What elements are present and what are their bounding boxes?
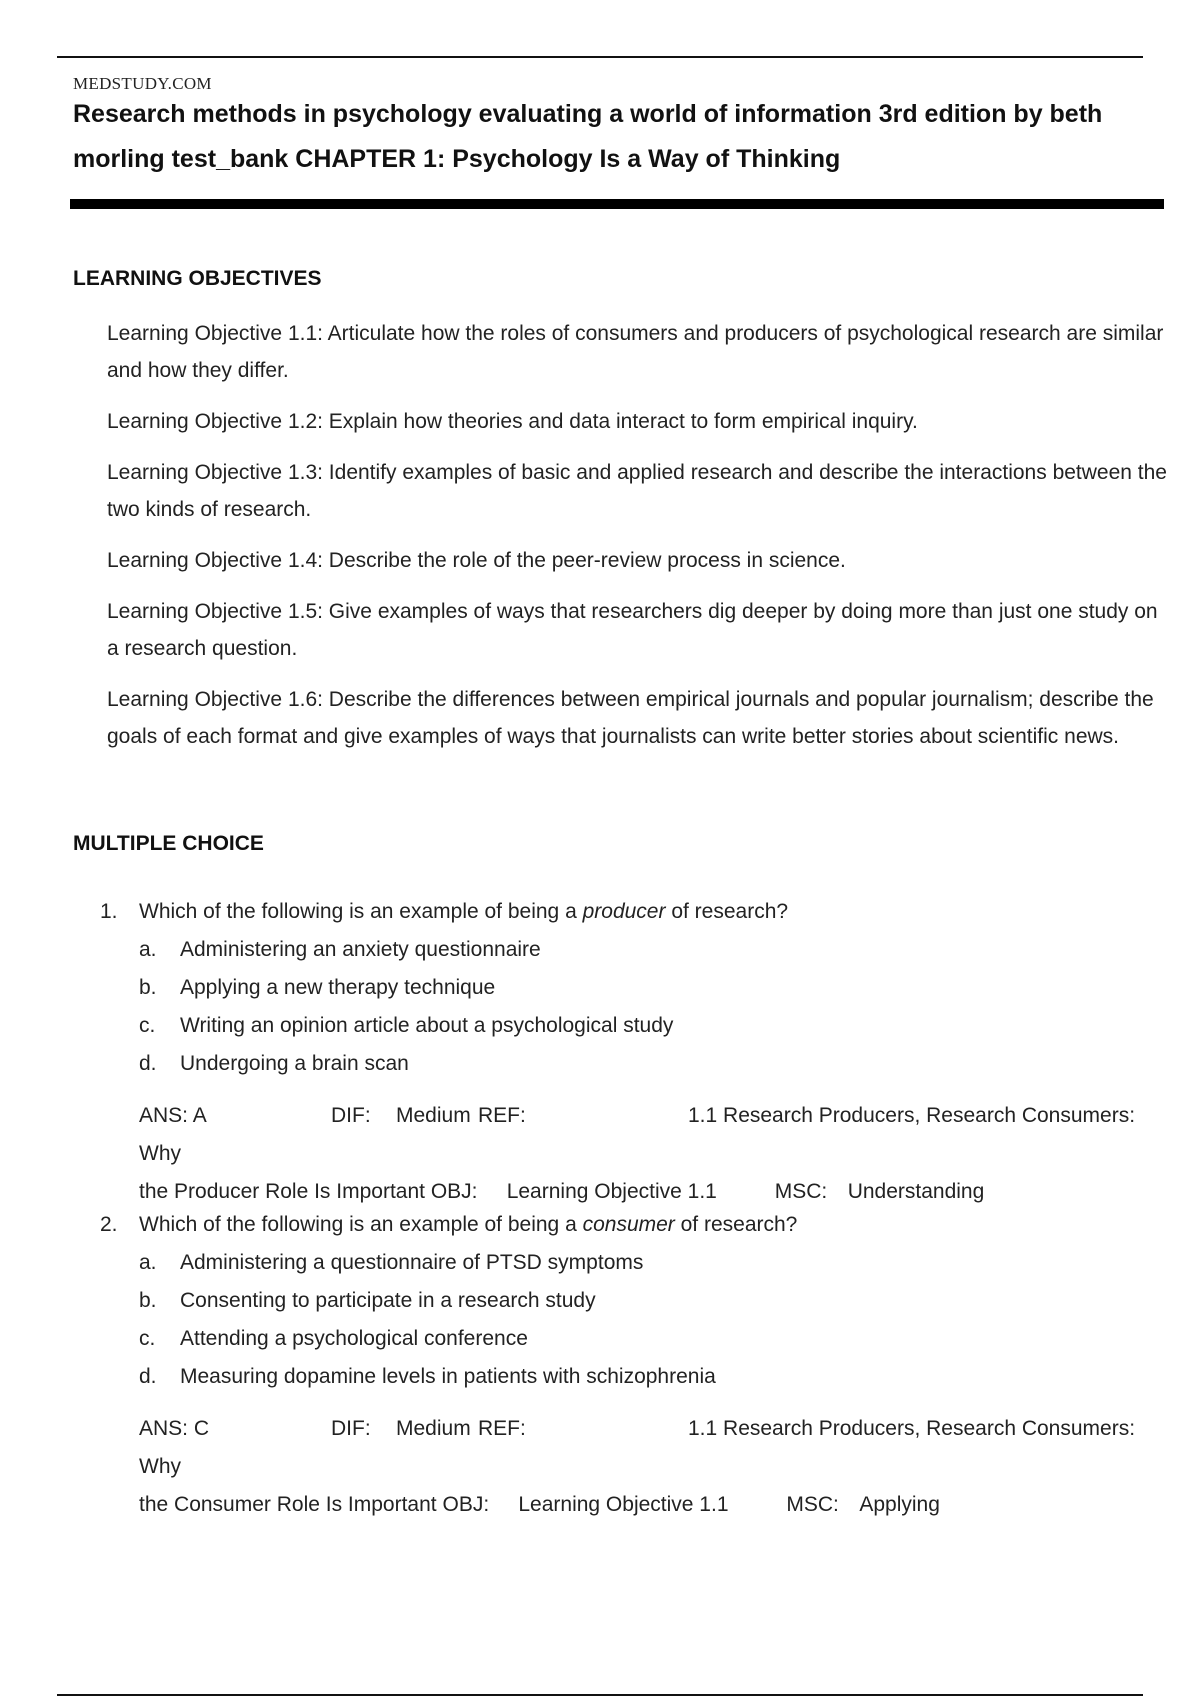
objective-value: Learning Objective 1.1 (506, 1180, 717, 1203)
stem-text-end: of research? (674, 1213, 798, 1236)
question-1 (100, 893, 1160, 1211)
option-letter: c. (139, 1014, 156, 1037)
question-number: 1. (100, 900, 118, 923)
reference-label: REF: (478, 1417, 526, 1440)
stem-text-start: Which of the following is an example of being a (139, 900, 583, 923)
answer-options (100, 1244, 1160, 1396)
option-text: Writing an opinion article about a psychological study (180, 1014, 674, 1037)
site-name: MEDSTUDY.COM (73, 74, 212, 93)
option-letter: a. (139, 1251, 157, 1274)
answer-metadata (100, 1097, 1160, 1211)
title-divider (70, 199, 1164, 209)
reference-text-continued: the Producer Role Is Important (139, 1180, 425, 1203)
option-text: Administering an anxiety questionnaire (180, 938, 541, 961)
option-text: Attending a psychological conference (180, 1327, 528, 1350)
answer-key: ANS: C (139, 1417, 210, 1440)
option-b (100, 1282, 1160, 1320)
stem-text-end: of research? (665, 900, 789, 923)
option-letter: b. (139, 976, 157, 999)
reference-label: REF: (478, 1104, 526, 1127)
metadata-line-1: ANS: C DIF: Medium REF: 1.1 Research Producers, Research Consumers: Why (139, 1410, 1160, 1486)
stem-emphasis: producer (582, 900, 666, 923)
option-c (100, 1320, 1160, 1358)
difficulty-label: DIF: (331, 1104, 371, 1127)
skill-value: Applying (859, 1493, 940, 1516)
learning-objectives-heading: LEARNING OBJECTIVES (73, 267, 322, 290)
learning-objective-1-3: Learning Objective 1.3: Identify examples of basic and applied research and describe the interactions between the two kinds of research. (107, 461, 1167, 521)
option-text: Consenting to participate in a research study (180, 1289, 596, 1312)
answer-metadata (100, 1410, 1160, 1524)
option-b (100, 969, 1160, 1007)
answer-options (100, 931, 1160, 1083)
option-letter: d. (139, 1365, 157, 1388)
option-text: Applying a new therapy technique (180, 976, 496, 999)
option-a (100, 1244, 1160, 1282)
question-stem (100, 1206, 1160, 1244)
option-d (100, 1358, 1160, 1396)
question-number: 2. (100, 1213, 118, 1236)
objective-value: Learning Objective 1.1 (518, 1493, 729, 1516)
option-letter: b. (139, 1289, 157, 1312)
skill-label: MSC: (774, 1180, 828, 1203)
option-text: Undergoing a brain scan (180, 1052, 409, 1075)
stem-emphasis: consumer (582, 1213, 675, 1236)
skill-label: MSC: (786, 1493, 839, 1516)
objective-label: OBJ: (430, 1180, 478, 1203)
objective-label: OBJ: (442, 1493, 490, 1516)
option-letter: c. (139, 1327, 156, 1350)
top-rule (57, 56, 1143, 58)
multiple-choice-heading: MULTIPLE CHOICE (73, 832, 264, 855)
option-letter: d. (139, 1052, 157, 1075)
option-text: Measuring dopamine levels in patients with schizophrenia (180, 1365, 716, 1388)
learning-objective-1-2: Learning Objective 1.2: Explain how theories and data interact to form empirical inquiry. (107, 410, 918, 433)
question-2 (100, 1206, 1160, 1524)
option-c (100, 1007, 1160, 1045)
learning-objective-1-5: Learning Objective 1.5: Give examples of ways that researchers dig deeper by doing more than just one study on a research question. (107, 600, 1158, 660)
difficulty-label: DIF: (331, 1417, 371, 1440)
metadata-line-1: ANS: A DIF: Medium REF: 1.1 Research Producers, Research Consumers: Why (139, 1097, 1160, 1173)
document-title: Research methods in psychology evaluating a world of information 3rd edition by beth morling test_bank CHAPTER 1: Psychology Is a Way of Thinking (73, 100, 1103, 173)
question-stem (100, 893, 1160, 931)
option-letter: a. (139, 938, 157, 961)
option-text: Administering a questionnaire of PTSD symptoms (180, 1251, 644, 1274)
bottom-rule (57, 1694, 1143, 1696)
metadata-line-2 (139, 1486, 1160, 1524)
learning-objectives-list (107, 315, 1167, 769)
learning-objective-1-4: Learning Objective 1.4: Describe the role of the peer-review process in science. (107, 549, 846, 572)
reference-text-continued: the Consumer Role Is Important (139, 1493, 437, 1516)
reference-text: 1.1 Research Producers, Research Consumers: Why (139, 1104, 1136, 1165)
stem-text-start: Which of the following is an example of being a (139, 1213, 583, 1236)
learning-objective-1-1: Learning Objective 1.1: Articulate how the roles of consumers and producers of psychological research are similar and how they differ. (107, 322, 1164, 382)
option-d (100, 1045, 1160, 1083)
answer-key: ANS: A (139, 1104, 207, 1127)
skill-value: Understanding (847, 1180, 985, 1203)
option-a (100, 931, 1160, 969)
reference-text: 1.1 Research Producers, Research Consumers: Why (139, 1417, 1136, 1478)
learning-objective-1-6: Learning Objective 1.6: Describe the differences between empirical journals and popular journalism; describe the goals of each format and give examples of ways that journalists can write better stories about scientific news. (107, 688, 1154, 748)
